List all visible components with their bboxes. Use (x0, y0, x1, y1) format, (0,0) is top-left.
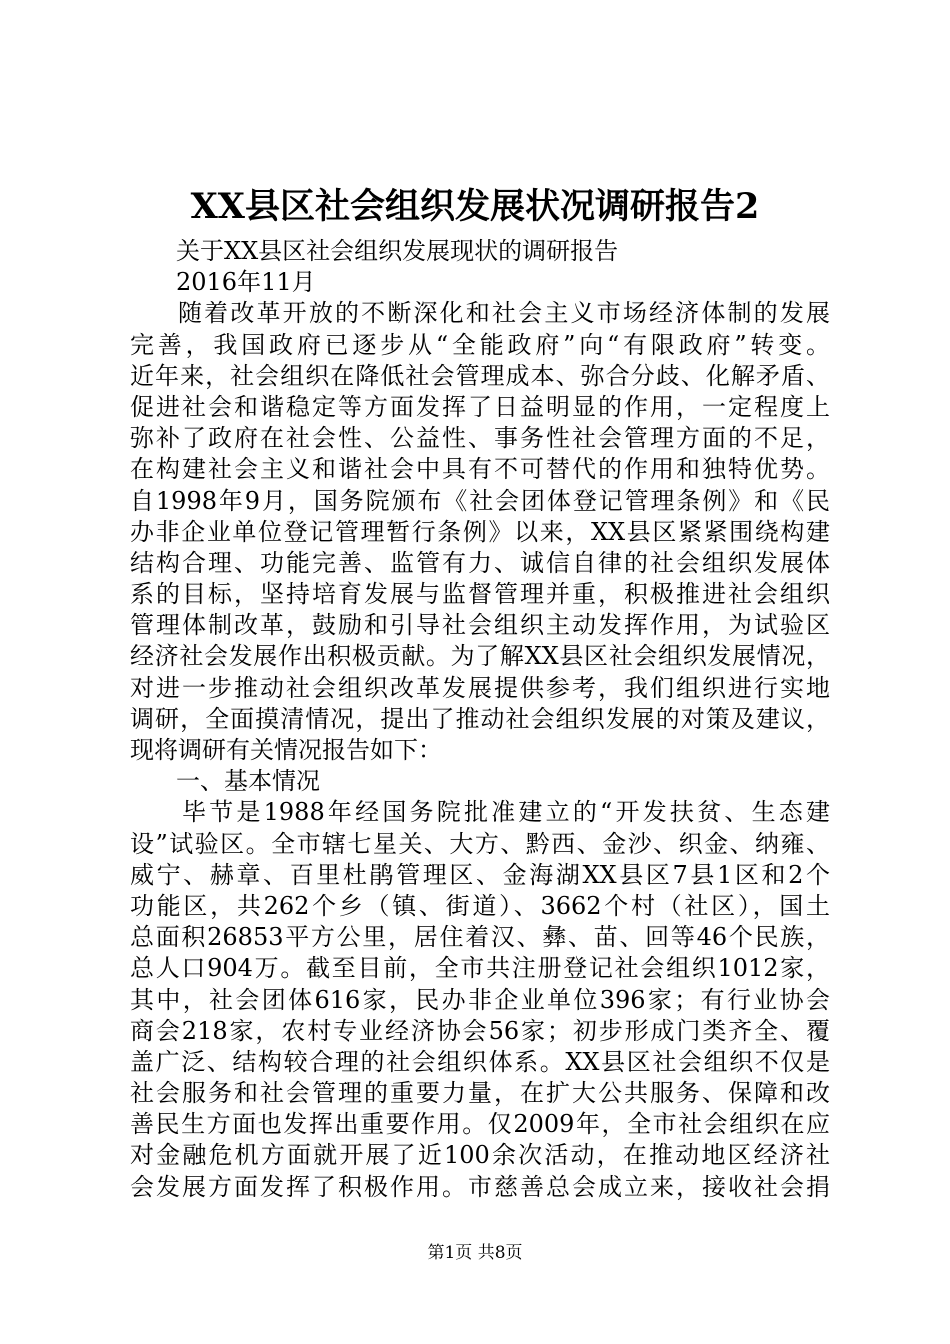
page-footer: 第1页 共8页 (427, 1243, 523, 1263)
paragraph-line: 功能区，共262个乡（镇、街道）、3662个村（社区），国土 (130, 891, 830, 920)
paragraph-line: 盖广泛、结构较合理的社会组织体系。XX县区社会组织不仅是 (130, 1047, 830, 1076)
paragraph-line: 随着改革开放的不断深化和社会主义市场经济体制的发展 (178, 299, 830, 328)
paragraph-line: 调研，全面摸清情况，提出了推动社会组织发展的对策及建议， (130, 704, 830, 733)
paragraph-line: 商会218家，农村专业经济协会56家；初步形成门类齐全、覆 (130, 1016, 830, 1045)
paragraph-line: 自1998年9月，国务院颁布《社会团体登记管理条例》和《民 (130, 486, 830, 515)
paragraph-line: 社会服务和社会管理的重要力量，在扩大公共服务、保障和改 (130, 1079, 830, 1108)
paragraph-line: 近年来，社会组织在降低社会管理成本、弥合分歧、化解矛盾、 (130, 361, 830, 390)
paragraph-line: 其中，社会团体616家，民办非企业单位396家；有行业协会 (130, 985, 830, 1014)
paragraph-line: 设”试验区。全市辖七星关、大方、黔西、金沙、织金、纳雍、 (130, 829, 830, 858)
paragraph-line: 弥补了政府在社会性、公益性、事务性社会管理方面的不足， (130, 424, 830, 453)
paragraph-line: 在构建社会主义和谐社会中具有不可替代的作用和独特优势。 (130, 455, 830, 484)
paragraph-line: 管理体制改革，鼓励和引导社会组织主动发挥作用，为试验区 (130, 611, 830, 640)
paragraph-line: 会发展方面发挥了积极作用。市慈善总会成立来，接收社会捐 (130, 1172, 830, 1201)
paragraph-line: 结构合理、功能完善、监管有力、诚信自律的社会组织发展体 (130, 548, 830, 577)
paragraph-line: 对金融危机方面就开展了近100余次活动，在推动地区经济社 (130, 1141, 830, 1170)
paragraph-line: 系的目标，坚持培育发展与监督管理并重，积极推进社会组织 (130, 580, 830, 609)
section-heading: 一、基本情况 (176, 767, 320, 796)
subtitle-line: 关于XX县区社会组织发展现状的调研报告 (176, 237, 619, 265)
paragraph-line: 毕节是1988年经国务院批准建立的“开发扶贫、生态建 (182, 798, 830, 827)
paragraph-line: 对进一步推动社会组织改革发展提供参考，我们组织进行实地 (130, 673, 830, 702)
date-line: 2016年11月 (176, 268, 316, 297)
paragraph-line: 善民生方面也发挥出重要作用。仅2009年，全市社会组织在应 (130, 1110, 830, 1139)
document-title: XX县区社会组织发展状况调研报告2 (190, 186, 760, 227)
paragraph-line: 办非企业单位登记管理暂行条例》以来，XX县区紧紧围绕构建 (130, 517, 830, 546)
paragraph-line: 经济社会发展作出积极贡献。为了解XX县区社会组织发展情况， (130, 642, 830, 671)
paragraph-line: 现将调研有关情况报告如下： (130, 736, 442, 764)
paragraph-line: 促进社会和谐稳定等方面发挥了日益明显的作用，一定程度上 (130, 392, 830, 421)
document-body (130, 236, 830, 1203)
paragraph-line: 完善，我国政府已逐步从“全能政府”向“有限政府”转变。 (130, 330, 830, 359)
paragraph-line: 总人口904万。截至目前，全市共注册登记社会组织1012家， (130, 954, 830, 983)
paragraph-line: 威宁、赫章、百里杜鹃管理区、金海湖XX县区7县1区和2个 (130, 860, 830, 889)
paragraph-line: 总面积26853平方公里，居住着汉、彝、苗、回等46个民族， (130, 923, 830, 952)
